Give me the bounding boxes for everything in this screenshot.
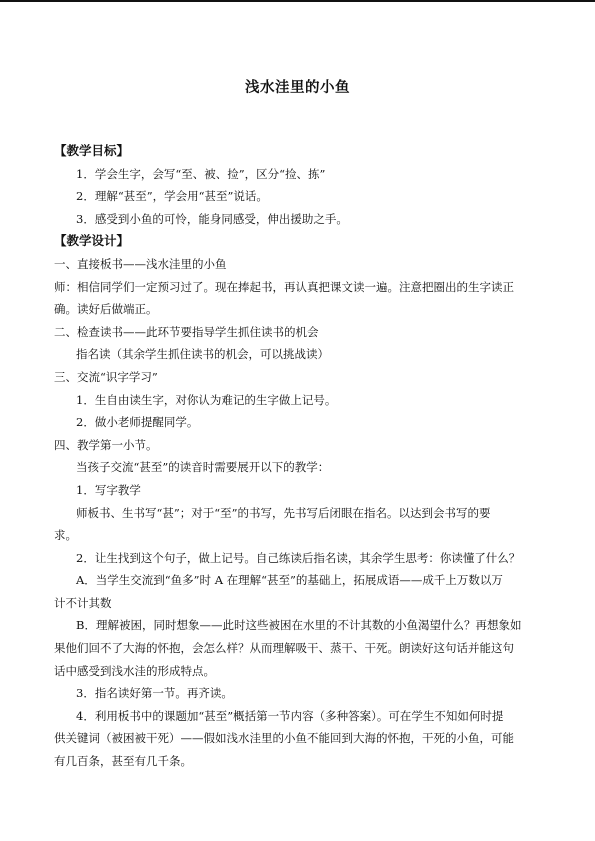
step-3-item-2: 2．做小老师提醒同学。: [76, 415, 199, 430]
design-step-2: 二、检查读书——此环节要指导学生抓住读书的机会: [54, 324, 319, 339]
step-4-item-4-line-1: 4．利用板书中的课题加“甚至”概括第一节内容（多种答案）。可在学生不知如何时提: [76, 708, 504, 723]
step-4-item-1-text-line-2: 求。: [54, 528, 77, 543]
step-4-item-4-line-3: 有几百条，甚至有几千条。: [54, 754, 192, 769]
step-4-item-b-line-1: B．理解被困，同时想象——此时这些被困在水里的不计其数的小鱼渴望什么？再想象如: [76, 618, 522, 633]
step-4-item-a-line-2: 计不计其数: [54, 595, 112, 610]
goal-item-1: 1．学会生字，会写“至、被、捡”，区分“捡、拣”: [76, 166, 326, 181]
document-title: 浅水洼里的小鱼: [245, 80, 350, 96]
step-4-item-1-text-line-1: 师板书、生书写“甚”；对于“至”的书写，先书写后闭眼在指名。以达到会书写的要: [76, 505, 491, 520]
step-4-item-a-line-1: A．当学生交流到“鱼多”时 A 在理解“甚至”的基础上，拓展成语——成千上万数以万: [76, 573, 503, 588]
step-4-item-b-line-3: 话中感受到浅水洼的形成特点。: [54, 663, 215, 678]
step-3-item-1: 1．生自由读生字，对你认为难记的生字做上记号。: [76, 392, 337, 407]
step-4-item-3: 3．指名读好第一节。再齐读。: [76, 686, 233, 701]
step-4-item-1: 1．写字教学: [76, 482, 141, 497]
step-4-item-4-line-2: 供关键词（被困被干死）——假如浅水洼里的小鱼不能回到大海的怀抱，干死的小鱼，可能: [54, 731, 514, 746]
teacher-paragraph-line-1: 师：相信同学们一定预习过了。现在捧起书，再认真把课文读一遍。注意把圈出的生字读正: [54, 279, 514, 294]
goal-item-3: 3．感受到小鱼的可怜，能身同感受，伸出援助之手。: [76, 211, 348, 226]
goal-item-2: 2．理解“甚至”，学会用“甚至”说话。: [76, 189, 268, 204]
section-heading-design: 【教学设计】: [54, 233, 130, 249]
section-heading-goals: 【教学目标】: [54, 143, 130, 158]
teacher-paragraph-line-2: 确。读好后做端正。: [54, 302, 158, 317]
design-step-3: 三、交流“识字学习”: [54, 369, 158, 384]
step-4-item-b-line-2: 果他们回不了大海的怀抱，会怎么样？从而理解吸干、蒸干、干死。朗读好这句话并能这句: [54, 641, 514, 656]
page-top-rule: [0, 0, 595, 2]
design-step-1: 一、直接板书——浅水洼里的小鱼: [54, 256, 227, 271]
document-body: [54, 140, 544, 773]
design-step-4: 四、教学第一小节。: [54, 437, 158, 452]
step-4-intro: 当孩子交流“甚至”的读音时需要展开以下的教学：: [76, 460, 330, 475]
design-step-2-detail: 指名读（其余学生抓住读书的机会，可以挑战读）: [76, 347, 329, 362]
step-4-item-2: 2．让生找到这个句子，做上记号。自己练读后指名读，其余学生思考：你读懂了什么？: [76, 550, 521, 565]
